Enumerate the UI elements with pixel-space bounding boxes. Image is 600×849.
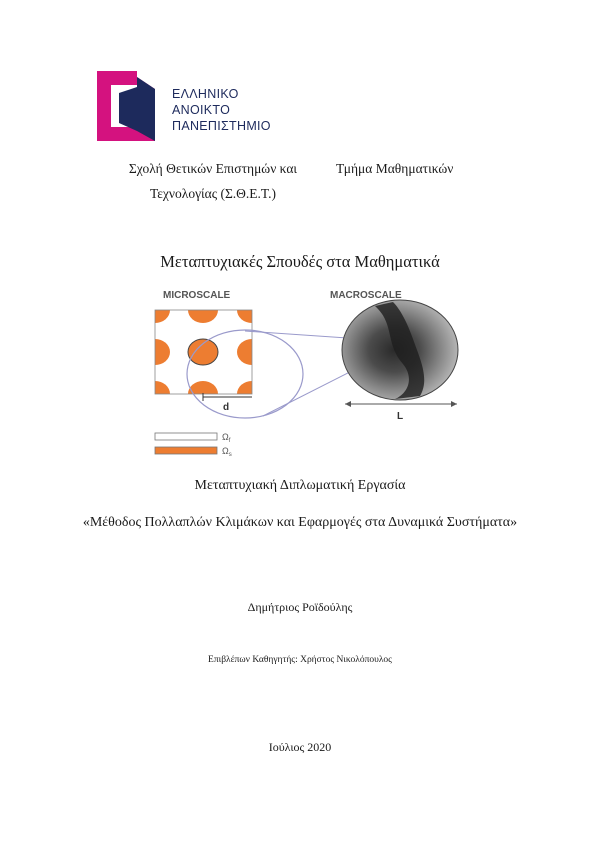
multiscale-illustration	[145, 284, 465, 464]
supervisor: Επιβλέπων Καθηγητής: Χρήστος Νικολόπουλος	[208, 655, 392, 665]
school-line-2: Τεχνολογίας (Σ.Θ.Ε.Τ.)	[149, 186, 277, 201]
open-university-logo-icon	[97, 71, 167, 141]
author-name: Δημήτριος Ροϊδούλης	[247, 600, 353, 614]
program-title: Μεταπτυχιακές Σπουδές στα Μαθηματικά	[160, 252, 440, 271]
university-logo	[97, 71, 167, 146]
school-line-1: Σχολή Θετικών Επιστημών και	[128, 161, 298, 176]
thesis-type: Μεταπτυχιακή Διπλωματική Εργασία	[194, 478, 406, 493]
logo-line-2: ΑΝΟΙΚΤΟ	[172, 103, 231, 117]
legend-solid-label: $\Omega_s$	[222, 446, 232, 458]
logo-text	[172, 86, 271, 134]
macro-title: MACROSCALE	[330, 290, 402, 301]
micro-cell	[145, 297, 267, 407]
logo-line-1: ΕΛΛΗΝΙΚΟ	[172, 87, 239, 101]
thesis-title: «Μέθοδος Πολλαπλών Κλιμάκων και Εφαρμογές στα Δυναμικά Συστήματα»	[82, 515, 518, 530]
d-label: d	[223, 402, 230, 413]
multiscale-figure	[145, 284, 465, 469]
school-name	[88, 156, 338, 206]
submission-date: Ιούλιος 2020	[268, 740, 332, 754]
micro-title: MICROSCALE	[163, 290, 231, 301]
department-name: Τμήμα Μαθηματικών	[336, 161, 454, 176]
L-label: L	[397, 411, 404, 422]
legend-fluid-swatch	[155, 433, 217, 440]
legend-fluid-label: $\Omega_f$	[222, 432, 231, 444]
logo-line-3: ΠΑΝΕΠΙΣΤΗΜΙΟ	[172, 119, 271, 133]
legend-solid-swatch	[155, 447, 217, 454]
